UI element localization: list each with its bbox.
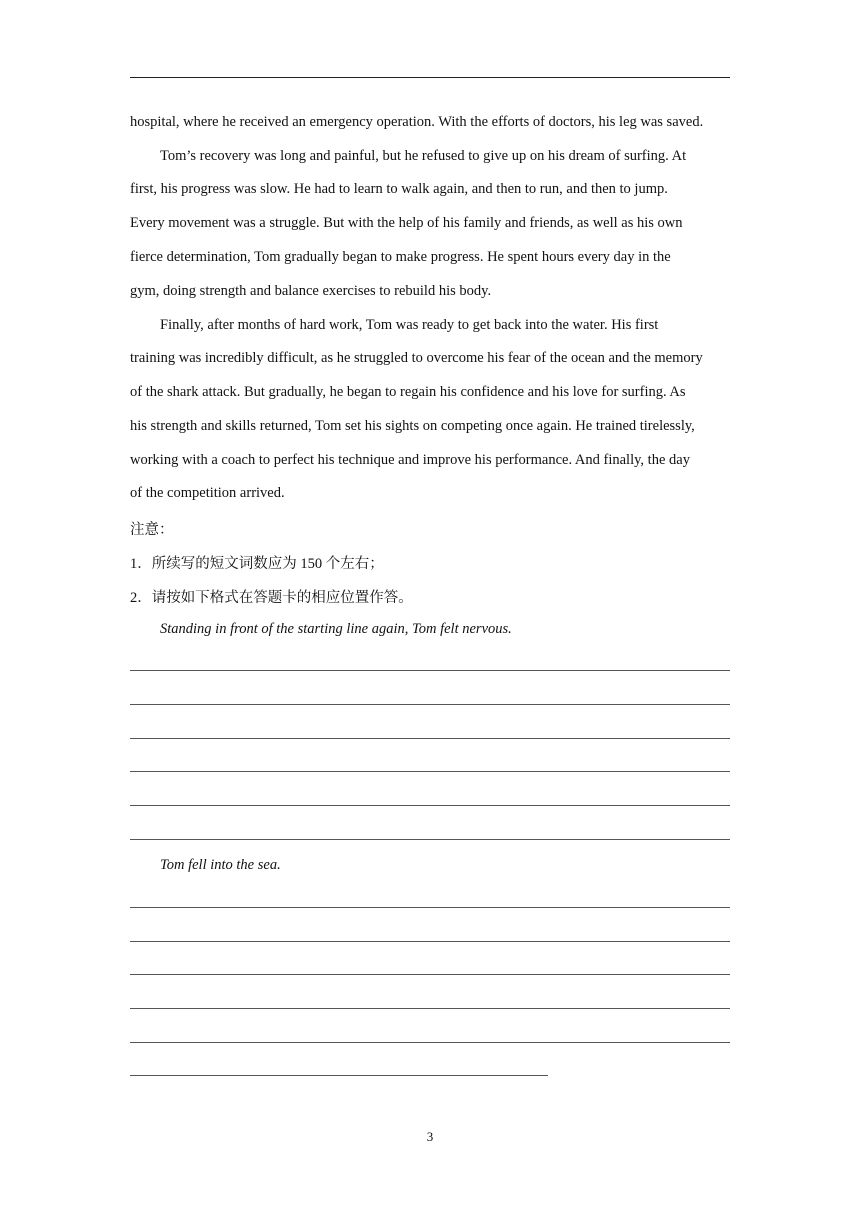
story-line-6: gym, doing strength and balance exercises to rebuild his body. xyxy=(130,283,492,299)
notes-heading: 注意： xyxy=(130,522,174,538)
header-rule xyxy=(130,77,730,78)
story-line-11: working with a coach to perfect his technique and improve his performance. And finally, the day xyxy=(130,452,690,468)
story-line-9: of the shark attack. But gradually, he began to regain his confidence and his love for surfing. As xyxy=(130,384,686,400)
answer-line[interactable] xyxy=(130,941,730,942)
answer-line[interactable] xyxy=(130,974,730,975)
answer-line[interactable] xyxy=(130,907,730,908)
answer-line[interactable] xyxy=(130,738,730,739)
answer-line[interactable] xyxy=(130,704,730,705)
answer-line-final[interactable] xyxy=(130,1075,548,1076)
note-item-2: 2．请按如下格式在答题卡的相应位置作答。 xyxy=(130,590,413,606)
answer-line[interactable] xyxy=(130,1042,730,1043)
answer-line[interactable] xyxy=(130,805,730,806)
story-line-3: first, his progress was slow. He had to learn to walk again, and then to run, and then to jump. xyxy=(130,181,668,197)
continuation-prompt-1: Standing in front of the starting line again, Tom felt nervous. xyxy=(160,621,512,637)
page-number: 3 xyxy=(426,1129,434,1144)
story-line-4: Every movement was a struggle. But with the help of his family and friends, as well as his own xyxy=(130,215,683,231)
note-item-1: 1．所续写的短文词数应为 150 个左右； xyxy=(130,556,384,572)
answer-line[interactable] xyxy=(130,670,730,671)
continuation-prompt-2: Tom fell into the sea. xyxy=(160,857,281,873)
answer-line[interactable] xyxy=(130,1008,730,1009)
answer-line[interactable] xyxy=(130,771,730,772)
story-line-1: hospital, where he received an emergency operation. With the efforts of doctors, his leg was saved. xyxy=(130,114,704,130)
story-line-12: of the competition arrived. xyxy=(130,485,285,501)
story-line-10: his strength and skills returned, Tom set his sights on competing once again. He trained tirelessly, xyxy=(130,418,695,434)
story-line-2: Tom’s recovery was long and painful, but he refused to give up on his dream of surfing. At xyxy=(160,148,687,164)
story-line-5: fierce determination, Tom gradually began to make progress. He spent hours every day in the xyxy=(130,249,671,265)
answer-line[interactable] xyxy=(130,839,730,840)
story-line-7: Finally, after months of hard work, Tom was ready to get back into the water. His first xyxy=(160,317,659,333)
story-line-8: training was incredibly difficult, as he struggled to overcome his fear of the ocean and the memory xyxy=(130,350,703,366)
